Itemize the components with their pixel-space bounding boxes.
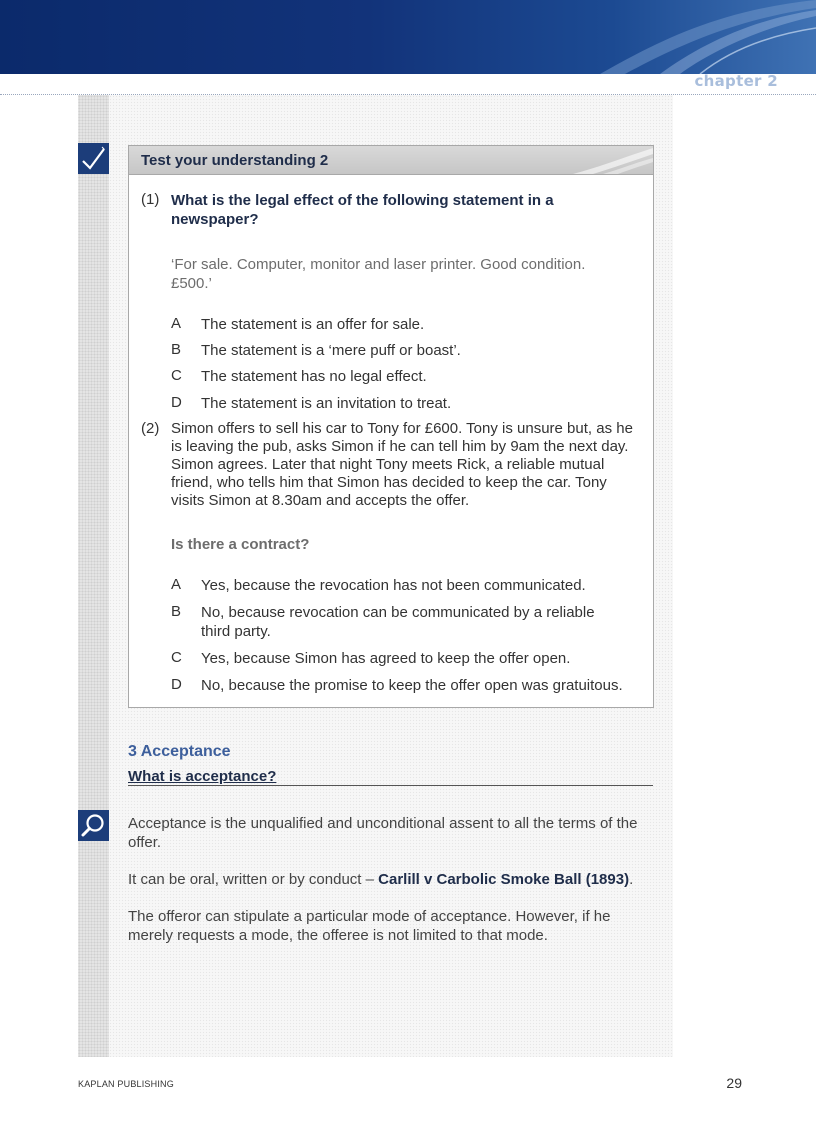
question-1-option-c-letter: C	[171, 367, 182, 384]
chapter-label: chapter 2	[694, 72, 778, 90]
question-2-option-c-letter: C	[171, 649, 182, 666]
question-2-option-b-letter: B	[171, 603, 182, 620]
header-banner	[0, 0, 816, 74]
question-1-option-c: The statement has no legal effect.	[201, 368, 427, 385]
question-1-option-b: The statement is a ‘mere puff or boast’.	[201, 342, 461, 359]
margin-strip	[78, 95, 109, 1057]
question-1-text: What is the legal effect of the following statement in a newspaper?	[171, 192, 554, 228]
question-2-scenario: Simon offers to sell his car to Tony for £600. Tony is unsure but, as he is leaving the pub, asks Simon if he can tell him by 9am the next day. Simon agrees. Later that night Tony meets Rick, a reliable mutual friend, who tells him that Simon has decided to keep the car. Tony visits Simon at 8.30am and accepts the offer.	[171, 420, 633, 509]
acceptance-modes-end: .	[629, 871, 634, 888]
question-1-quote: ‘For sale. Computer, monitor and laser printer. Good condition. £500.’	[171, 256, 586, 292]
banner-swoosh-graphic	[0, 0, 816, 74]
question-2-option-b: No, because revocation can be communicated by a reliable third party.	[201, 604, 595, 640]
case-citation: Carlill v Carbolic Smoke Ball (1893)	[378, 871, 630, 888]
question-2-option-a-letter: A	[171, 576, 182, 593]
key-point-magnifier-icon	[78, 810, 109, 841]
acceptance-modes-text: It can be oral, written or by conduct –	[128, 871, 379, 888]
section-title: 3 Acceptance	[128, 743, 231, 760]
footer-publisher: KAPLAN PUBLISHING	[78, 1079, 174, 1089]
question-1-option-a: The statement is an offer for sale.	[201, 316, 425, 333]
test-box-header	[129, 146, 653, 175]
question-2-question: Is there a contract?	[171, 536, 310, 553]
acceptance-modes-paragraph	[128, 870, 648, 889]
question-1-option-a-letter: A	[171, 315, 182, 332]
test-your-understanding-box	[128, 145, 654, 708]
question-2-option-a: Yes, because the revocation has not been communicated.	[201, 577, 586, 594]
acceptance-definition: Acceptance is the unqualified and unconditional assent to all the terms of the offer.	[128, 815, 638, 851]
question-1-number: (1)	[141, 191, 160, 208]
page-number: 29	[726, 1075, 742, 1091]
question-2-option-d-letter: D	[171, 676, 182, 693]
section-rule	[128, 785, 653, 786]
tick-icon	[78, 143, 109, 174]
offeror-mode-paragraph: The offeror can stipulate a particular mode of acceptance. However, if he merely requests a mode, the offeree is not limited to that mode.	[128, 908, 611, 944]
question-2-option-c: Yes, because Simon has agreed to keep the offer open.	[201, 650, 571, 667]
test-box-title: Test your understanding 2	[141, 152, 329, 169]
section-subtitle: What is acceptance?	[128, 768, 277, 785]
question-1-option-d: The statement is an invitation to treat.	[201, 395, 452, 412]
question-2-number: (2)	[141, 420, 160, 437]
question-1-option-d-letter: D	[171, 394, 182, 411]
question-2-option-d: No, because the promise to keep the offer open was gratuitous.	[201, 677, 623, 694]
question-1-option-b-letter: B	[171, 341, 182, 358]
